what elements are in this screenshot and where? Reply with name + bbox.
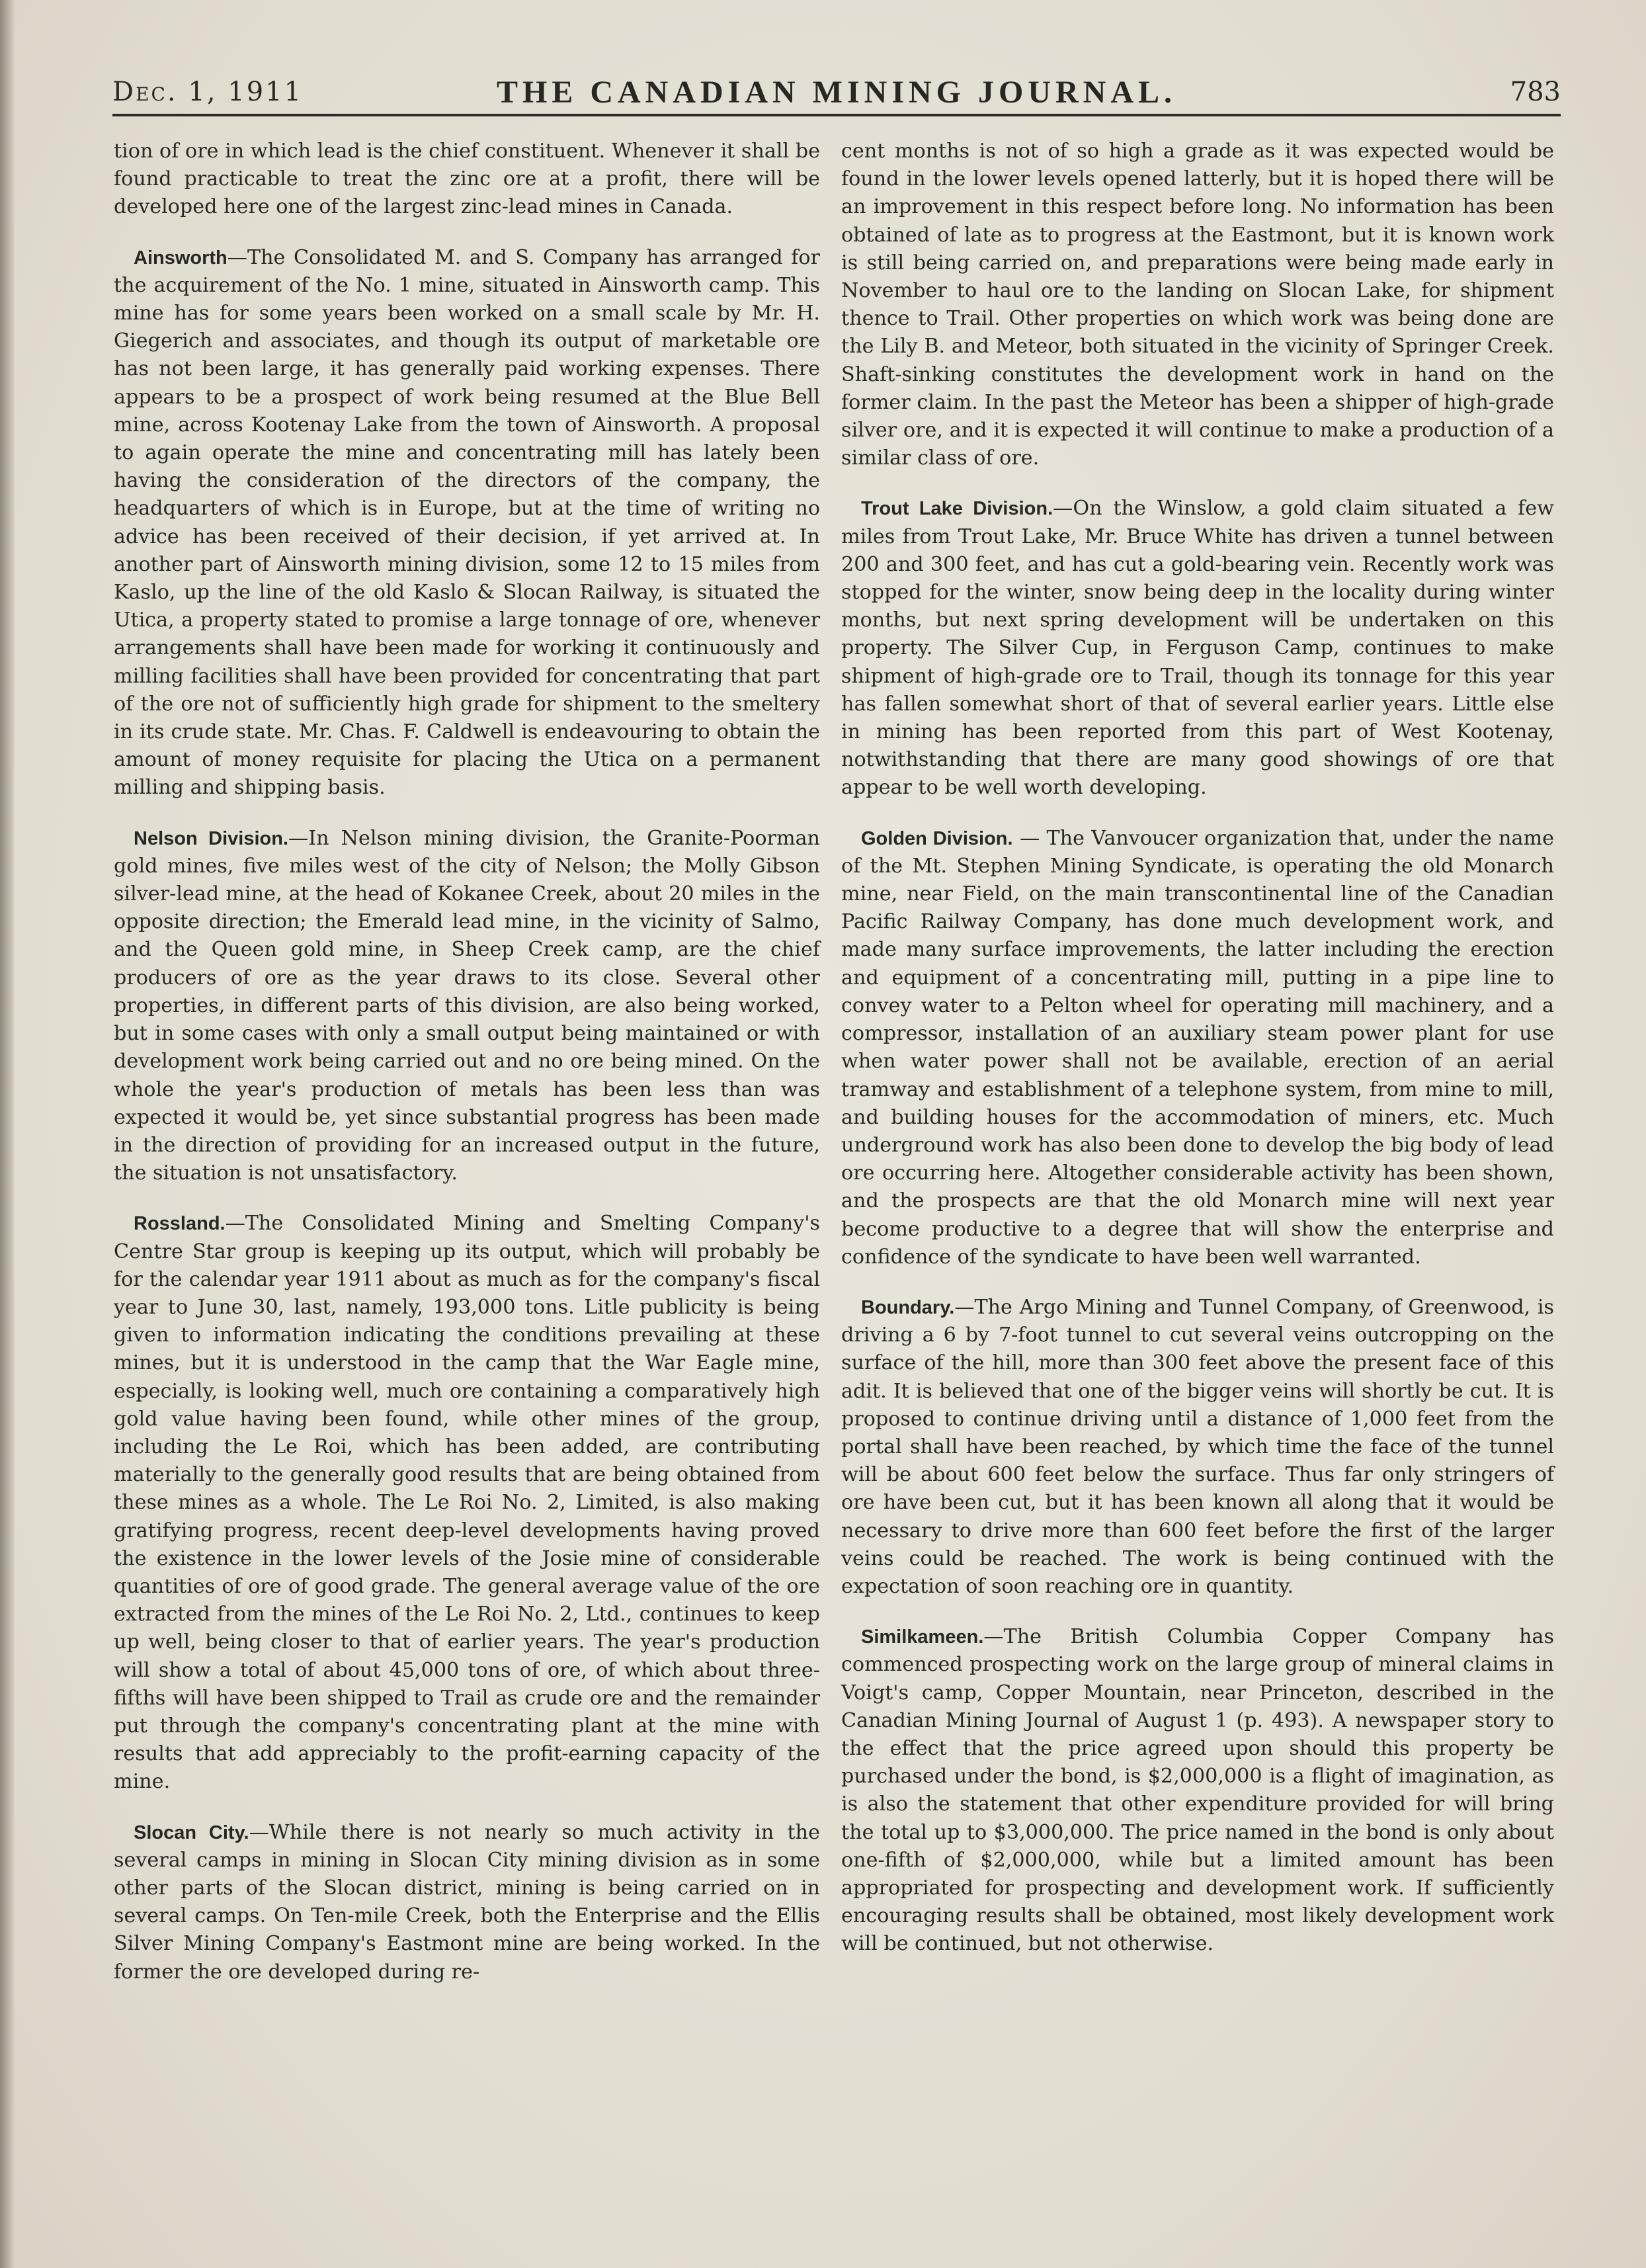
section-heading: Similkameen. [861,1626,984,1648]
paragraph-text: tion of ore in which lead is the chief constituent. Whenever it shall be found practicable to treat the zinc ore at a profit, there will be developed here one of the largest zinc-lead mines in Canada. [114,140,820,219]
paragraph-text: cent months is not of so high a grade as it was expected would be found in the lower levels opened latterly, but it is hoped there will be an improvement in this respect before long. No information has been obtained of late as to progress at the Eastmont, but it is known work is still being carried on, and preparations were being made early in November to haul ore to the landing on Slocan Lake, for shipment thence to Trail. Other properties on which work was being done are the Lily B. and Meteor, both situated in the vicinity of Springer Creek. Shaft-sinking constitutes the development work in hand on the former claim. In the past the Meteor has been a shipper of high-grade silver ore, and it is expected it will continue to make a production of a similar class of ore. [841,140,1554,470]
paragraph-text: —The Consolidated Mining and Smelting Company's Centre Star group is keeping up its output, which will probably be for the calendar year 1911 about as much as for the company's fiscal year to June 30, last, namely, 193,000 tons. Litle publicity is being given to information indicating the conditions prevailing at these mines, but it is understood in the camp that the War Eagle mine, especially, is looking well, much ore containing a comparatively high gold value having been found, while other mines of the group, including the Le Roi, which has been added, are contributing materially to the generally good results that are being obtained from these mines as a whole. The Le Roi No. 2, Limited, is also making gratifying progress, recent deep-level developments having proved the existence in the lower levels of the Josie mine of considerable quantities of ore of good grade. The general average value of the ore extracted from the mines of the Le Roi No. 2, Ltd., continues to keep up well, being closer to that of earlier years. The year's production will show a total of about 45,000 tons of ore, of which about three-fifths will have been shipped to Trail as crude ore and the remainder put through the company's concentrating plant at the mine with results that add appreciably to the profit-earning capacity of the mine. [114,1212,820,1794]
journal-title: THE CANADIAN MINING JOURNAL. [496,75,1177,110]
section-heading: Rossland. [134,1213,226,1235]
paragraph-text: —The British Columbia Copper Company has commenced prospecting work on the large group of mineral claims in Voigt's camp, Copper Mountain, near Princeton, described in the Canadian Mining Journal of August 1 (p. 493). A newspaper story to the effect that the price agreed upon should this property be purchased under the bond, is $2,000,000 is a flight of imagination, as is also the statement that other expenditure provided for will bring the total up to $3,000,000. The price named in the bond is only about one-fifth of $2,000,000, while but a limited amount has been appropriated for prospecting and development work. If sufficiently encouraging results shall be obtained, most likely development work will be continued, but not otherwise. [841,1625,1554,1956]
paragraph [114,244,820,802]
page-number: 783 [1510,77,1561,107]
section-heading: Ainsworth [134,247,227,269]
paragraph-text: —On the Winslow, a gold claim situated a few miles from Trout Lake, Mr. Bruce White has driven a tunnel between 200 and 300 feet, and has cut a gold-bearing vein. Recently work was stopped for the winter, snow being deep in the locality during winter months, but next spring development will be undertaken on this property. The Silver Cup, in Ferguson Camp, continues to make shipment of high-grade ore to Trail, though its tonnage for this year has fallen somewhat short of that of several earlier years. Little else in mining has been reported from this part of West Kootenay, notwithstanding that there are many good showings of ore that appear to be well worth developing. [841,497,1555,800]
header-rule [112,114,1561,116]
section-heading: Nelson Division. [134,827,289,849]
paragraph [114,825,820,1188]
section-heading: Golden Division. [861,827,1013,849]
right-column [841,138,1554,1958]
paragraph-text: —The Consolidated M. and S. Company has arranged for the acquirement of the No. 1 mine, situated in Ainsworth camp. This mine has for some years been worked on a small scale by Mr. H. Giegerich and associates, and though its output of marketable ore has not been large, it has generally paid working expenses. There appears to be a prospect of work being resumed at the Blue Bell mine, across Kootenay Lake from the town of Ainsworth. A proposal to again operate the mine and concentrating mill has lately been having the consideration of the directors of the company, the headquarters of which is in Europe, but at the time of writing no advice has been received of their decision, if yet arrived at. In another part of Ainsworth mining division, some 12 to 15 miles from Kaslo, up the line of the old Kaslo & Slocan Railway, is situated the Utica, a property stated to promise a large tonnage of ore, whenever arrangements shall have been made for working it continuously and milling facilities shall have been provided for concentrating that part of the ore not of sufficiently high grade for shipment to the smeltery in its crude state. Mr. Chas. F. Caldwell is endeavouring to obtain the amount of money requisite for placing the Utica on a permanent milling and shipping basis. [114,245,820,800]
section-heading: Trout Lake Division. [861,498,1053,520]
issue-date: Dec. 1, 1911 [112,77,304,107]
paragraph-text: —While there is not nearly so much activity in the several camps in mining in Slocan City mining division as in some other parts of the Slocan district, mining is being carried on in several camps. On Ten-mile Creek, both the Enterprise and the Ellis Silver Mining Company's Eastmont mine are being worked. In the former the ore developed during re- [114,1820,820,1984]
paragraph [841,1623,1554,1958]
paragraph [114,1819,820,1986]
paragraph [841,495,1554,802]
binding-shadow [0,0,15,2268]
section-heading: Slocan City. [134,1822,249,1843]
paragraph-text: —The Argo Mining and Tunnel Company, of Greenwood, is driving a 6 by 7-foot tunnel to cut several veins outcropping on the surface of the hill, more than 300 feet above the present face of this adit. It is believed that one of the bigger veins will shortly be cut. It is proposed to continue driving until a distance of 1,000 feet from the portal shall have been reached, by which time the face of the tunnel will be about 600 feet below the surface. Thus far only stringers of ore have been cut, but it has been known all along that it would be necessary to drive more than 600 feet before the first of the larger veins could be reached. The work is being continued with the expectation of soon reaching ore in quantity. [841,1295,1554,1598]
section-heading: Boundary. [861,1296,955,1318]
paragraph [841,825,1554,1271]
paragraph-text: — The Vanvoucer organization that, under the name of the Mt. Stephen Mining Syndicate, is operating the old Monarch mine, near Field, on the main transcontinental line of the Canadian Pacific Railway Company, has done much development work, and made many surface improvements, the latter including the erection and equipment of a concentrating mill, putting in a pipe line to convey water to a Pelton wheel for operating mill machinery, and a compressor, installation of an auxiliary steam power plant for use when water power shall not be available, erection of an aerial tramway and establishment of a telephone system, from mine to mill, and building houses for the accommodation of miners, etc. Much underground work has also been done to develop the big body of lead ore occurring here. Altogether considerable activity has been shown, and the prospects are that the old Monarch mine will next year become productive to a degree that will show the enterprise and confidence of the syndicate to have been well warranted. [841,826,1554,1269]
paragraph [841,138,1554,472]
paragraph-text: —In Nelson mining division, the Granite-Poorman gold mines, five miles west of the city of Nelson; the Molly Gibson silver-lead mine, at the head of Kokanee Creek, about 20 miles in the opposite direction; the Emerald lead mine, in the vicinity of Salmo, and the Queen gold mine, in Sheep Creek camp, are the chief producers of ore as the year draws to its close. Several other properties, in different parts of this division, are also being worked, but in some cases with only a small output being maintained or with development work being carried out and no ore being mined. On the whole the year's production of metals has been less than was expected it would be, yet since substantial progress has been made in the direction of providing for an increased output in the future, the situation is not unsatisfactory. [114,826,821,1185]
running-header [112,74,1561,114]
paragraph [114,1210,820,1796]
paragraph [841,1294,1554,1601]
left-column [114,138,820,1986]
paragraph [114,138,820,222]
